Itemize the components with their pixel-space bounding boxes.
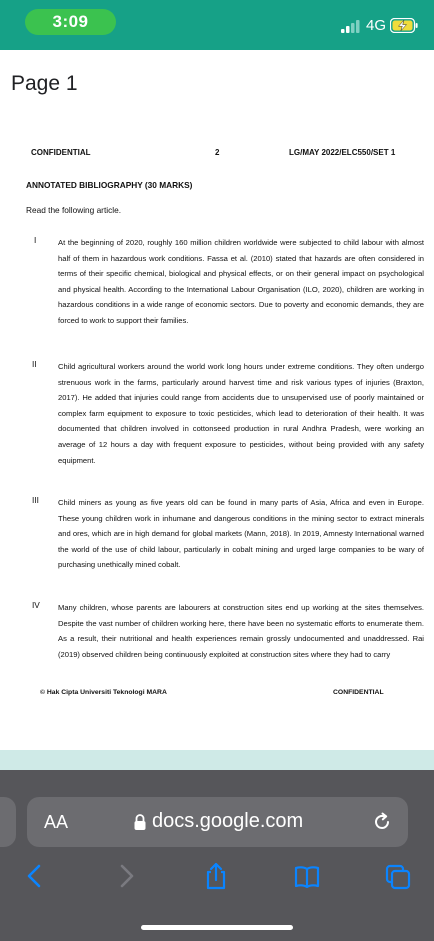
paragraph-numeral: I	[34, 235, 37, 245]
page-label: Page 1	[11, 72, 78, 95]
section-title: ANNOTATED BIBLIOGRAPHY (30 MARKS)	[26, 180, 193, 190]
header-confidential: CONFIDENTIAL	[31, 148, 91, 157]
intro-text: Read the following article.	[26, 205, 122, 215]
reload-icon[interactable]	[372, 812, 392, 832]
header-reference: LG/MAY 2022/ELC550/SET 1	[289, 148, 396, 157]
paragraph-numeral: III	[32, 495, 39, 505]
cellular-signal-icon	[341, 20, 363, 33]
forward-icon[interactable]	[113, 862, 139, 890]
footer-confidential: CONFIDENTIAL	[333, 689, 384, 696]
paragraph-text: Many children, whose parents are labourers at construction sites end up working at the sites themselves. Despite the vast number of children working here, there have been no systematic efforts to enumerate them. As a result, their nutritional and health experiences remain grossly undocumented and unaddressed. Rai (2019) observed children being continuously exploited at construction sites where they had to carry	[58, 603, 424, 659]
back-icon[interactable]	[22, 862, 48, 890]
lock-icon	[133, 813, 147, 831]
paragraph-text: Child agricultural workers around the world work long hours under extreme conditions. They often undergo strenuous work in the farms, particularly around harvest time and risk various types of injuries (Braxton, 2017). He added that injuries could range from accidents due to unsupervised use of poorly maintained or complex farm equipment to exposure to toxic pesticides, which lead to deterioration of their health. It was documented that children involved in cottonseed production in rural Andhra Pradesh, were working an average of 12 hours a day with frequent exposure to pesticides, without being provided with any safety equipment.	[58, 362, 424, 465]
header-page-number: 2	[215, 148, 220, 157]
home-indicator[interactable]	[141, 925, 293, 930]
browser-toolbar	[0, 770, 434, 941]
reader-options-button[interactable]: AA	[44, 812, 69, 832]
battery-charging-icon	[390, 18, 418, 33]
share-icon[interactable]	[203, 862, 229, 890]
paragraph-numeral: II	[32, 359, 37, 369]
bookmarks-icon[interactable]	[294, 862, 320, 890]
footer-copyright: © Hak Cipta Universiti Teknologi MARA	[40, 689, 167, 696]
previous-tab-preview[interactable]	[0, 797, 16, 847]
paragraph-text: Child miners as young as five years old can be found in many parts of Asia, Africa and even in Europe. These young children work in inhumane and dangerous conditions in the mining sector to extract minerals and ores, which are in high demand for global markets (Mann, 2018). In 2019, Amnesty International warned the world of the use of child labour, particularly in cobalt mining and urged large companies to be wary of purchasing unethically mined cobalt.	[58, 498, 424, 570]
tabs-icon[interactable]	[385, 862, 411, 890]
paragraph-numeral: IV	[32, 600, 40, 610]
paragraph-text: At the beginning of 2020, roughly 160 million children worldwide were subjected to child labour with almost half of them in hazardous work conditions. Fassa et al. (2010) stated that hazards are often considered in terms of their specific chemical, biological and physical effects, or on their general impact on psychological and physical health. According to the International Labour Organisation (ILO, 2020), children are working in hazardous conditions in a wide range of economic sectors. Due to poverty and economic demands, they are forced to work to support their families.	[58, 238, 424, 325]
network-type: 4G	[366, 17, 387, 34]
url-text[interactable]: docs.google.com	[152, 810, 304, 832]
page-gap	[0, 750, 434, 770]
status-time[interactable]: 3:09	[25, 9, 116, 35]
